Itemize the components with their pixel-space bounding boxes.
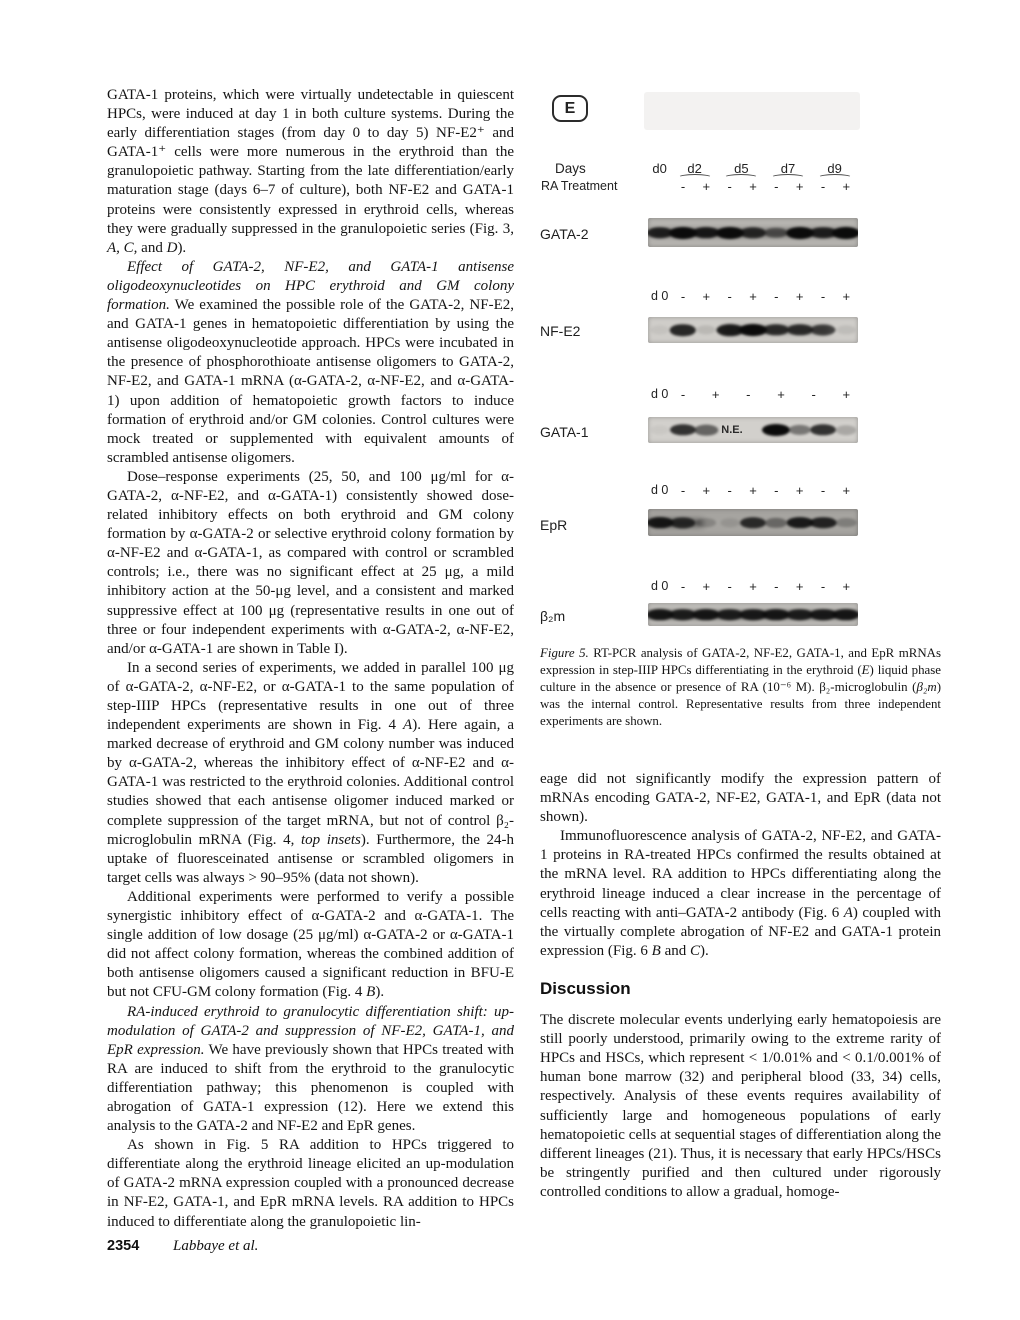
ra-symbol: + <box>702 579 711 594</box>
paragraph: GATA-1 proteins, which were virtually undetectable in quiescent HPCs, were induced at day 1 in both culture systems. During the early differentiation stages (from day 0 to day 5) NF-E2⁺ and GATA-1⁺ cells were more numerous in the erythroid than the granulopoietic pathway. Starting from the late differentiation/early maturation stage (days 6–7 of culture), both NF-E2 and GATA-1 proteins were consistently expressed in erythroid cells, whereas they were gradually suppressed in the granulopoietic series (Fig. 3, A, C, and D). <box>107 87 514 256</box>
gel-band <box>832 227 858 239</box>
ra-symbol: - <box>820 579 826 594</box>
ra-symbol: - <box>680 483 686 498</box>
gel-band <box>836 518 857 528</box>
gel-strip <box>648 317 858 343</box>
paragraph: Effect of GATA-2, NF-E2, and GATA-1 antisense oligodeoxynucleotides on HPC erythroid and GM colony formation. We examined the possible role of the GATA-2, NF-E2, and GATA-1 genes in hematopoietic differentiation by using the antisense oligodeoxynucleotide approach. HPCs were incubated in the presence of phosphorothioate antisense oligomers to GATA-2, NF-E2, and GATA-1 mRNA (α-GATA-2, α-NF-E2, and α-GATA-1) upon addition of hematopoietic growth factors to induce formation of erythroid and/or GM colonies. Control cultures were mock treated or supplemented with equivalent amounts of scrambled antisense oligomers. <box>107 258 514 466</box>
ra-symbol: - <box>774 179 779 194</box>
gel-strip <box>648 603 858 626</box>
figure-caption <box>540 645 941 730</box>
discussion-paragraphs <box>540 1011 941 1202</box>
ra-symbol: - <box>820 483 826 498</box>
ra-symbol: + <box>842 483 851 498</box>
ra-symbol: + <box>795 483 804 498</box>
ra-symbol: - <box>820 289 826 304</box>
ra-symbol: - <box>774 579 779 594</box>
figure-5 <box>540 88 941 766</box>
gel-band <box>697 325 716 334</box>
left-column <box>107 86 514 1232</box>
gel-strip <box>648 509 858 536</box>
gel-band <box>837 325 856 334</box>
gel-band <box>695 425 719 436</box>
day-zero-label: d 0 <box>650 387 669 401</box>
ra-symbol: - <box>811 387 816 402</box>
page-number: 2354 <box>107 1238 140 1254</box>
page-footer <box>107 1238 258 1255</box>
ra-symbol: - <box>680 289 686 304</box>
gel-band <box>833 609 858 621</box>
ra-symbol: - <box>727 579 732 594</box>
gel-photo-background <box>644 92 860 130</box>
day-zero-label: d 0 <box>650 483 669 497</box>
day-tick: d5 <box>734 161 749 176</box>
ra-symbol: + <box>795 579 804 594</box>
ra-symbol: + <box>842 179 851 194</box>
ra-symbol: - <box>680 387 686 402</box>
running-authors: Labbaye et al. <box>173 1238 259 1254</box>
gel-band <box>810 424 836 435</box>
right-column <box>540 770 941 1202</box>
paragraph: eage did not significantly modify the expression pattern of mRNAs encoding GATA-2, NF-E2, GATA-1, and EpR (data not shown). <box>540 771 941 826</box>
paragraph: Immunofluorescence analysis of GATA-2, NF-E2, and GATA-1 proteins in RA-treated HPCs confirmed the results obtained at the mRNA level. RA addition to HPCs differentiating along the erythroid lineage induced a clear increase in the percentage of cells reacting with anti–GATA-2 antibody (Fig. 6 A) coupled with the virtually complete abrogation of NF-E2 and GATA-1 protein expression (Fig. 6 B and C). <box>540 828 941 959</box>
paragraph: The discrete molecular events underlying early hematopoiesis are still poorly understood, primarily owing to the extreme rarity of HPCs and HSCs, which represent < 1/0.01% and < 0.1/0.001% of human bone marrow (32) and peripheral blood (33, 34) cells, respectively. Analysis of these events requires availability of sufficiently large and homogeneous populations of early hematopoietic cells at sequential stages of differentiation along the different lineages (21). Thus, it is necessary that early HPCs/HSCs be stringently purified and then cultured under rigorously controlled conditions to allow a gradual, homoge- <box>540 1012 941 1200</box>
day-zero-label: d 0 <box>650 579 669 593</box>
day-tick: d2 <box>687 161 702 176</box>
gel-band <box>650 425 668 434</box>
gene-label: GATA-2 <box>540 226 589 242</box>
ra-symbols-row <box>648 179 858 195</box>
ra-symbol: + <box>749 289 757 304</box>
gel-band <box>811 324 836 335</box>
ra-symbol: - <box>774 289 779 304</box>
gel-band <box>670 517 696 528</box>
lane-header <box>648 387 858 403</box>
gel-note-ne: N.E. <box>721 424 743 436</box>
gel-band <box>720 518 739 527</box>
gel-band <box>650 325 669 334</box>
ra-symbol: - <box>746 387 751 402</box>
ra-symbol: + <box>795 179 804 194</box>
gel-band <box>740 517 766 528</box>
ra-symbol: - <box>727 289 732 304</box>
gel-band <box>765 517 787 527</box>
ra-symbol: + <box>777 387 785 402</box>
lane-header <box>648 483 858 499</box>
gel-band <box>670 424 696 435</box>
gel-strip <box>648 218 858 247</box>
paragraph: Dose–response experiments (25, 50, and 100 μg/ml for α-GATA-2, α-NF-E2, and α-GATA-1) consistently showed dose-related inhibitory effects on both erythroid and GM colony formation by α-GATA-2 or selective erythroid colony formation by α-NF-E2 and α-GATA-1, as compared with control or scrambled controls; i.e., there was no significant effect at 25 μg, a mild inhibitory action at the 50-μg level, and a consistent and marked suppressive effect at 100 μg (representative results in one out of three or four independent experiments with α-GATA-2, α-NF-E2, and/or α-GATA-1 are shown in Table I). <box>107 468 514 657</box>
gel-band <box>670 324 697 336</box>
ra-symbol: + <box>749 483 757 498</box>
gel-band <box>696 518 716 528</box>
ra-symbol: + <box>842 579 851 594</box>
paragraph: RA-induced erythroid to granulocytic differentiation shift: up-modulation of GATA-2 and suppression of NF-E2, GATA-1, and EpR expression. We have previously shown that HPCs treated with RA are induced to shift from the erythroid to the granulocytic differentiation pathway; this phenomenon is coupled with abrogation of GATA-1 expression (12). Here we extend this analysis to the GATA-2 and NF-E2 and EpR genes. <box>107 1003 515 1135</box>
paragraph: Additional experiments were performed to verify a possible synergistic inhibitory effect of α-GATA-2 and α-GATA-1. The single addition of low dosage (25 μg/ml) α-GATA-2 or α-GATA-1 did not affect colony formation, whereas the combined addition of both antisense oligomers caused a significant reduction in BFU-E but not CFU-GM colony formation (Fig. 4 B). <box>107 888 514 1001</box>
gel-band <box>765 227 788 238</box>
ra-symbol: + <box>795 289 804 304</box>
gene-label: GATA-1 <box>540 424 589 440</box>
gel-band <box>836 425 856 435</box>
panel-e-label: E <box>552 95 588 122</box>
gel-strip <box>648 417 858 443</box>
ra-symbol: - <box>727 483 732 498</box>
paragraph: In a second series of experiments, we added in parallel 100 μg of α-GATA-2, α-NF-E2, or α-GATA-1 to the same population of step-IIIP HPCs (representative results in one out of three independent experiments are shown in Fig. 4 A). Here again, a marked decrease of erythroid and GM colony number was induced by α-GATA-2, whereas the inhibitory effect of α-NF-E2 and α-GATA-1 was restricted to the erythroid colonies. Additional control studies showed that each antisense oligomer induced marked or complete suppression of the target mRNA, but not of control β₂-microglobulin mRNA (Fig. 4, top insets). Furthermore, the 24-h uptake of fluoresceinated antisense or scrambled oligomers in target cells was always > 90–95% (data not shown). <box>107 659 515 886</box>
discussion-heading: Discussion <box>540 978 631 998</box>
ra-treatment-label: RA Treatment <box>541 179 618 193</box>
paragraph: Figure 5. RT-PCR analysis of GATA-2, NF-E2, GATA-1, and EpR mRNAs expression in step-IIIP HPCs differentiating in the erythroid (E) liquid phase culture in the absence or presence of RA (10⁻⁶ M). β₂-microglobulin (β₂m) was the internal control. Representative results from three independent experiments are shown. <box>540 646 941 728</box>
gel-band <box>762 424 790 436</box>
ra-symbol: - <box>727 179 732 194</box>
day-tick: d9 <box>827 161 842 176</box>
ra-symbol: - <box>680 179 686 194</box>
ra-symbol: - <box>680 579 686 594</box>
ra-symbol: + <box>702 289 711 304</box>
days-label: Days <box>555 161 586 176</box>
ra-symbol: + <box>702 179 711 194</box>
day-tick: d0 <box>652 161 667 176</box>
gel-band <box>788 425 811 435</box>
ra-symbol: + <box>842 289 851 304</box>
day-zero-label: d 0 <box>650 289 669 303</box>
ra-symbol: + <box>749 179 757 194</box>
paragraph: As shown in Fig. 5 RA addition to HPCs triggered to differentiate along the erythroid lineage elicited an up-modulation of GATA-2 mRNA expression coupled with a pronounced decrease in NF-E2, GATA-1, and EpR mRNA levels. RA addition to HPCs induced to differentiate along the granulopoietic lin- <box>107 1137 514 1230</box>
gel-band <box>810 517 837 529</box>
gene-label: EpR <box>540 517 568 533</box>
ra-symbol: - <box>820 179 826 194</box>
lane-header <box>648 289 858 305</box>
ra-symbol: + <box>842 387 851 402</box>
day-tick: d7 <box>780 161 796 176</box>
lane-header <box>648 579 858 595</box>
ra-symbol: + <box>749 579 757 594</box>
gene-label: β₂m <box>540 608 566 624</box>
ra-symbol: + <box>702 483 711 498</box>
ra-symbol: - <box>774 483 779 498</box>
ra-symbol: + <box>711 387 720 402</box>
gene-label: NF-E2 <box>540 323 581 339</box>
right-column-paragraphs <box>540 770 941 961</box>
